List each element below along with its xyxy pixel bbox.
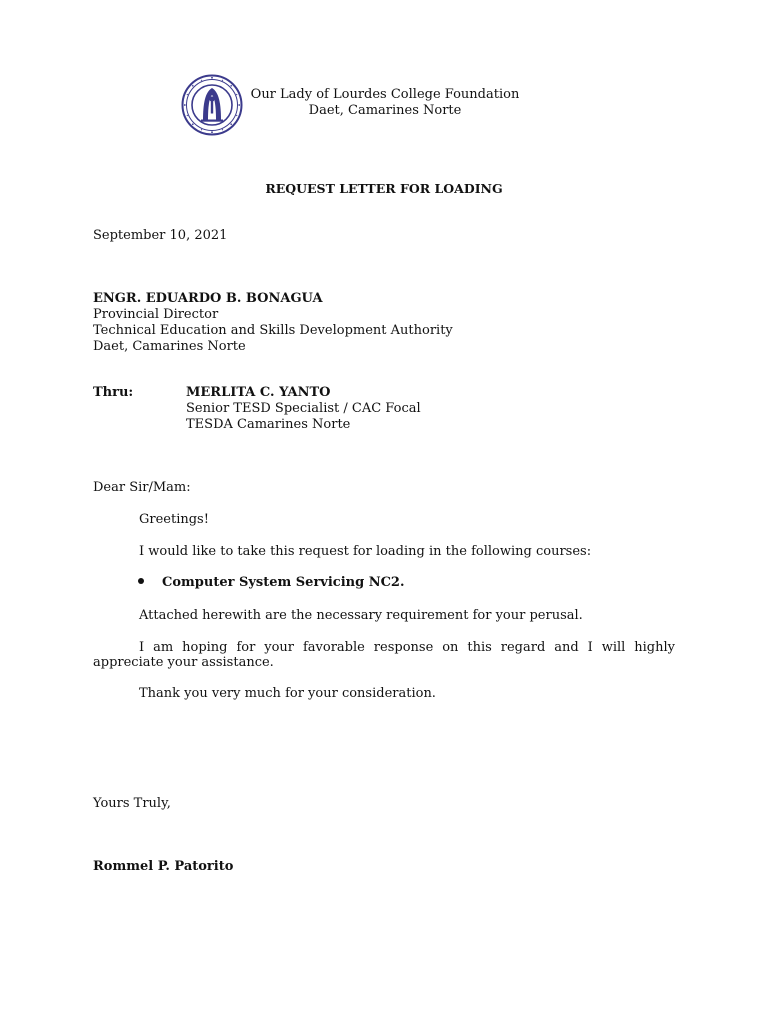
thanks-paragraph: Thank you very much for your consideration.: [139, 686, 436, 701]
thru-name: MERLITA C. YANTO: [186, 385, 331, 400]
hoping-paragraph-line2: appreciate your assistance.: [93, 655, 274, 670]
bullet-icon: [138, 578, 144, 584]
recipient-office: Technical Education and Skills Development Authority: [93, 323, 453, 338]
request-paragraph: I would like to take this request for loading in the following courses:: [139, 544, 592, 559]
recipient-address: Daet, Camarines Norte: [93, 339, 246, 354]
organization-address: Daet, Camarines Norte: [308, 103, 462, 118]
salutation: Dear Sir/Mam:: [93, 480, 191, 495]
organization-name: Our Lady of Lourdes College Foundation: [250, 87, 520, 102]
hoping-paragraph-line1: I am hoping for your favorable response on this regard and I will highly: [139, 640, 675, 655]
closing: Yours Truly,: [93, 796, 171, 811]
greeting-paragraph: Greetings!: [139, 512, 209, 527]
letter-title: REQUEST LETTER FOR LOADING: [265, 181, 503, 196]
thru-label: Thru:: [93, 385, 134, 400]
course-list-item: Computer System Servicing NC2.: [162, 575, 405, 590]
recipient-position: Provincial Director: [93, 307, 219, 322]
recipient-name: ENGR. EDUARDO B. BONAGUA: [93, 291, 323, 306]
signatory-name: Rommel P. Patorito: [93, 859, 234, 874]
attached-paragraph: Attached herewith are the necessary requirement for your perusal.: [139, 608, 583, 623]
thru-office: TESDA Camarines Norte: [186, 417, 351, 432]
letter-date: September 10, 2021: [93, 228, 228, 243]
thru-position: Senior TESD Specialist / CAC Focal: [186, 401, 421, 416]
